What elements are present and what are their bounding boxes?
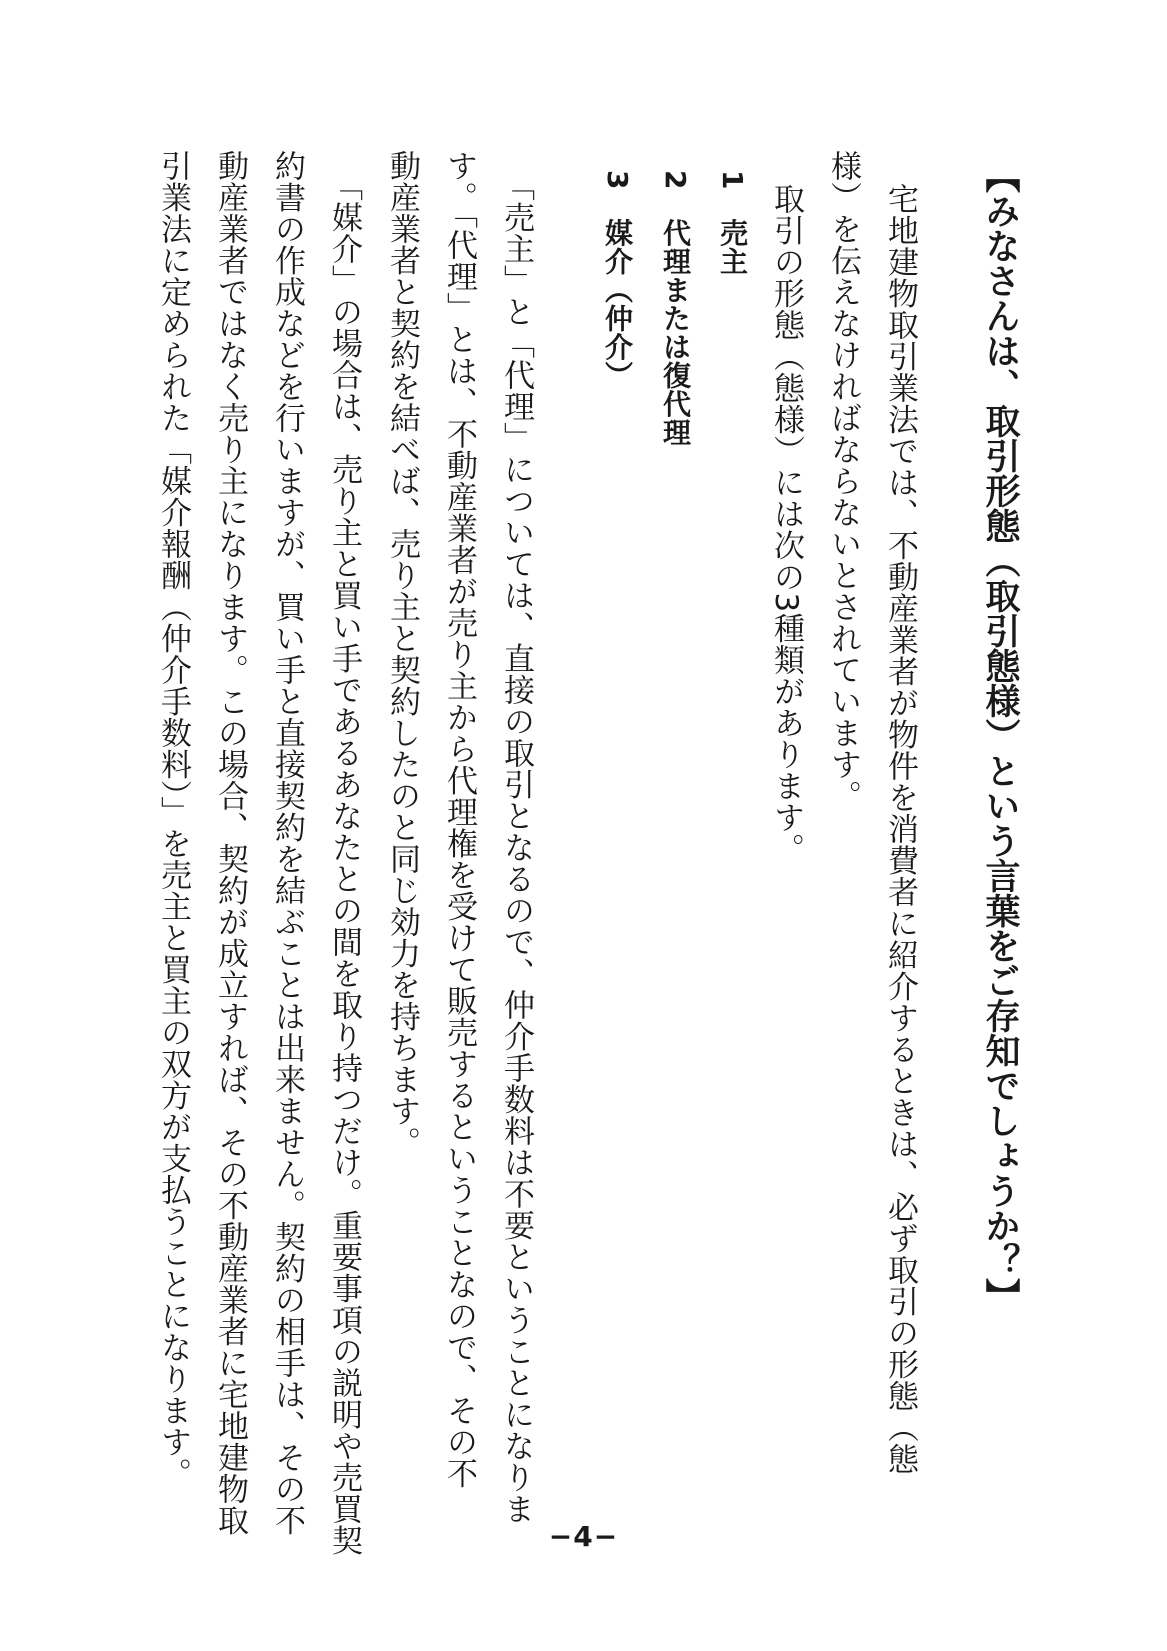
list-item-agent: 2 代理または復代理 <box>659 170 692 447</box>
page-number: −4− <box>548 1520 619 1553</box>
list-item-seller: 1 売主 <box>716 170 749 276</box>
paragraph-3-line-4: 引業法に定められた「媒介報酬（仲介手数料）」を売主と買主の双方が支払うことになります。 <box>155 150 191 1489</box>
list-item-broker: 3 媒介（仲介） <box>601 170 634 390</box>
paragraph-2-line-1: 「売主」と「代理」については、直接の取引となるので、仲介手数料は不要ということになりま <box>498 170 534 1525</box>
paragraph-2-line-3: 動産業者と契約を結べば、売り主と契約したのと同じ効力を持ちます。 <box>384 150 420 1158</box>
paragraph-3-line-3: 動産業者ではなく売り主になります。この場合、契約が成立すれば、その不動産業者に宅地建物取 <box>212 150 248 1536</box>
paragraph-1-line-2: 様）を伝えなければならないとされています。 <box>825 150 861 812</box>
paragraph-1-line-3: 取引の形態（態様）には次の3種類があります。 <box>768 183 804 865</box>
paragraph-3-line-2: 約書の作成などを行いますが、買い手と直接契約を結ぶことは出来ません。契約の相手は、その不 <box>269 150 305 1536</box>
paragraph-1-line-1: 宅地建物取引業法では、不動産業者が物件を消費者に紹介するときは、必ず取引の形態（態 <box>882 183 918 1475</box>
section-heading: 【みなさんは、取引形態（取引態様）という言葉をご存知でしょうか？】 <box>980 158 1020 1313</box>
paragraph-3-line-1: 「媒介」の場合は、売り主と買い手であるあなたとの間を取り持つだけ。重要事項の説明や売買契 <box>326 170 362 1556</box>
paragraph-2-line-2: す。「代理」とは、不動産業者が売り主から代理権を受けて販売するということなので、その不 <box>441 150 477 1489</box>
